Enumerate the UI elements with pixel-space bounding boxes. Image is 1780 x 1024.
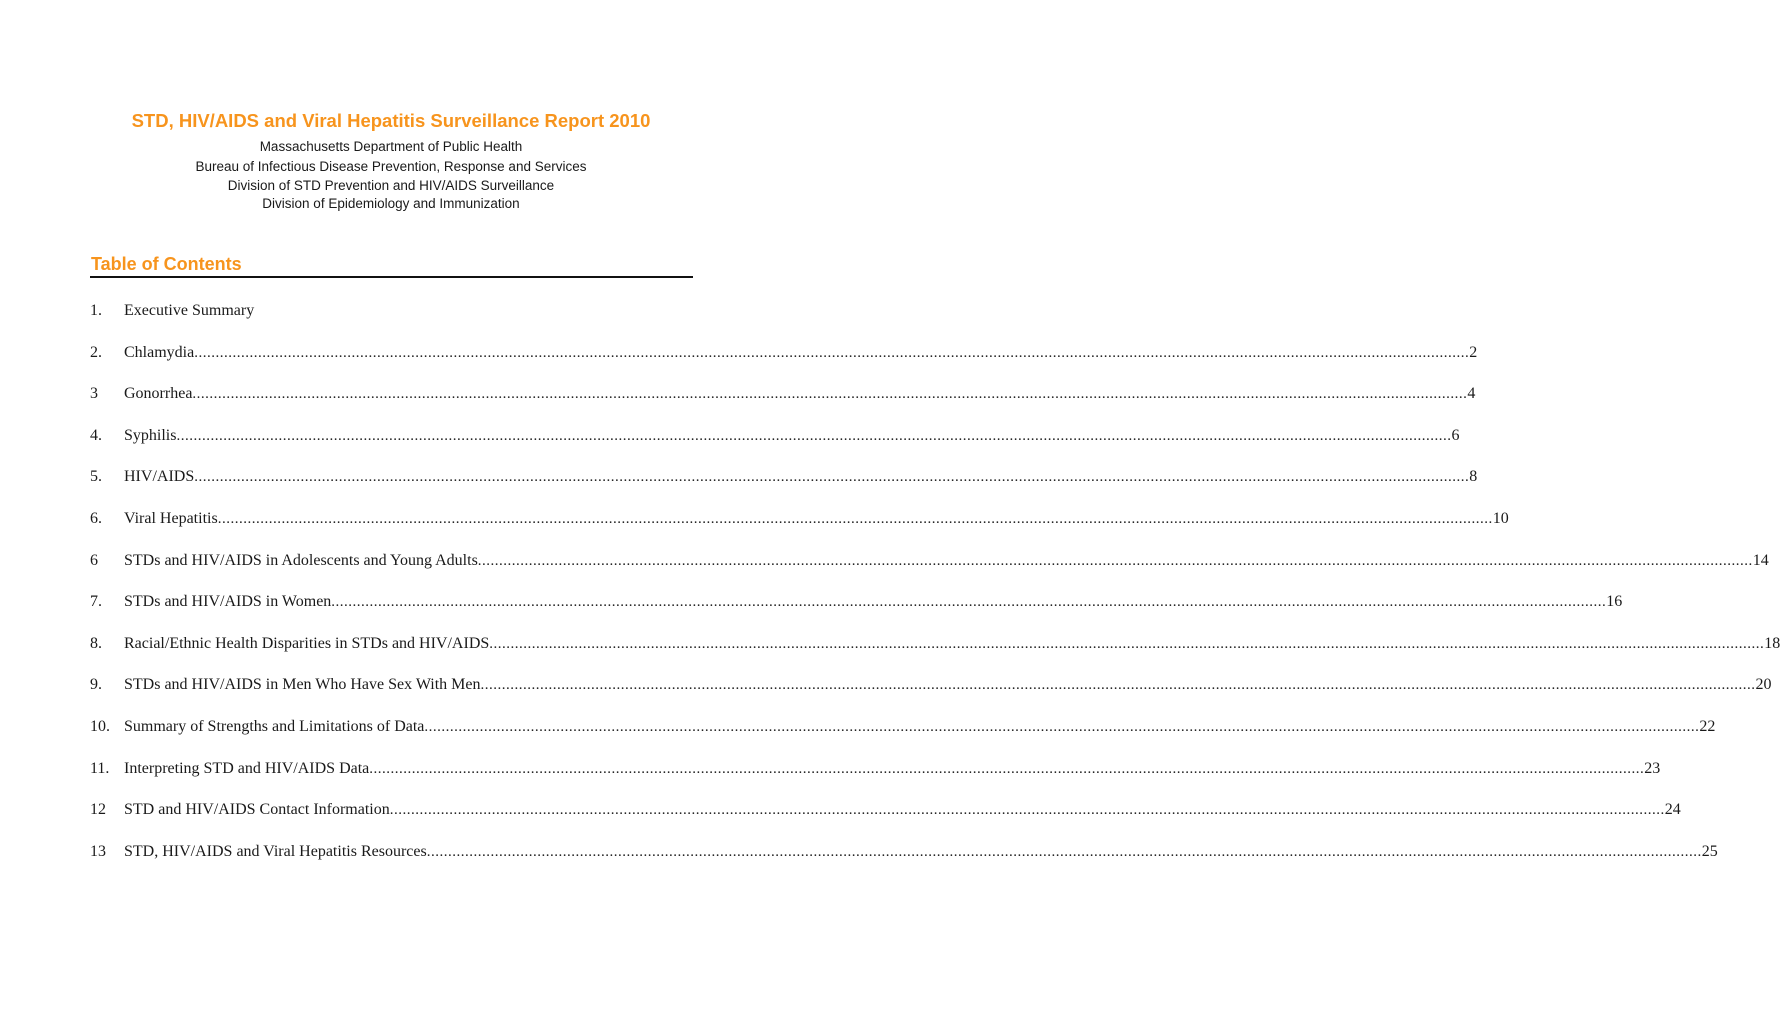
toc-entry[interactable] bbox=[90, 676, 1772, 698]
toc-entry-title: Summary of Strengths and Limitations of Data bbox=[124, 718, 425, 735]
toc-entry[interactable] bbox=[90, 468, 1478, 490]
toc-entry-number: 8. bbox=[90, 634, 102, 652]
division-std-line: Division of STD Prevention and HIV/AIDS Surveillance bbox=[227, 178, 555, 193]
toc-entry-title: Gonorrhea bbox=[124, 385, 193, 403]
toc-entry-number: 7. bbox=[90, 593, 102, 611]
toc-entry-title: Viral Hepatitis bbox=[124, 510, 218, 527]
toc-entry-title: STDs and HIV/AIDS in Adolescents and Young Adults bbox=[124, 551, 478, 569]
dot-leader: ............................................................................................................................................................................................................................................................................................................ bbox=[176, 427, 1452, 444]
dot-leader: ............................................................................................................................................................................................................................................................................................................ bbox=[489, 635, 1765, 652]
dot-leader: ............................................................................................................................................................................................................................................................................................................ bbox=[192, 386, 1468, 403]
dot-leader: ............................................................................................................................................................................................................................................................................................................ bbox=[194, 344, 1470, 361]
dot-leader: ............................................................................................................................................................................................................................................................................................................ bbox=[477, 552, 1753, 569]
toc-entry[interactable] bbox=[90, 759, 1661, 782]
toc-entry-number: 12 bbox=[90, 801, 106, 819]
toc-entry-number: 5. bbox=[90, 468, 102, 486]
toc-entry[interactable] bbox=[90, 801, 1681, 823]
toc-entry[interactable] bbox=[90, 302, 686, 324]
toc-entry-page: 4 bbox=[1467, 385, 1476, 403]
dot-leader: ............................................................................................................................................................................................................................................................................................................ bbox=[217, 511, 1493, 527]
toc-entry-title: Racial/Ethnic Health Disparities in STDs and HIV/AIDS bbox=[124, 634, 490, 652]
toc-entry-title: Executive Summary bbox=[124, 302, 255, 319]
dot-leader: ............................................................................................................................................................................................................................................................................................................ bbox=[480, 677, 1756, 694]
dot-leader: ............................................................................................................................................................................................................................................................................................................ bbox=[369, 760, 1645, 777]
toc-entry[interactable] bbox=[90, 510, 1509, 532]
toc-entry-page: 6 bbox=[1451, 426, 1460, 444]
dot-leader: ............................................................................................................................................................................................................................................................................................................ bbox=[331, 594, 1607, 611]
toc-entry-title: Chlamydia bbox=[124, 343, 195, 361]
toc-entry[interactable] bbox=[90, 426, 1460, 449]
toc-entry-page: 10 bbox=[1492, 510, 1509, 527]
division-epi-line: Division of Epidemiology and Immunization bbox=[262, 196, 520, 211]
report-header bbox=[0, 110, 782, 213]
toc-entry[interactable] bbox=[90, 551, 1769, 574]
report-title: STD, HIV/AIDS and Viral Hepatitis Surveillance Report 2010 bbox=[131, 110, 651, 131]
toc-entry-page: 24 bbox=[1664, 801, 1681, 819]
toc-heading: Table of Contents bbox=[91, 254, 242, 274]
toc-entry[interactable] bbox=[90, 718, 1716, 740]
toc-entry-title: STDs and HIV/AIDS in Women bbox=[124, 593, 332, 611]
toc-entry-title: STD and HIV/AIDS Contact Information bbox=[124, 801, 390, 819]
toc-entry-number: 11. bbox=[90, 759, 110, 777]
toc-entry-number: 13 bbox=[90, 842, 106, 860]
toc-entry-page: 14 bbox=[1752, 551, 1769, 569]
toc-entry[interactable] bbox=[90, 842, 1718, 865]
toc-entry-number: 6 bbox=[90, 551, 98, 569]
toc-divider bbox=[90, 276, 693, 278]
toc-entry-number: 1. bbox=[90, 302, 102, 319]
toc-entry-page: 20 bbox=[1755, 676, 1772, 694]
toc-entry-number: 6. bbox=[90, 510, 102, 527]
dot-leader: ............................................................................................................................................................................................................................................................................................................ bbox=[194, 469, 1470, 486]
toc-entry-page: 8 bbox=[1469, 468, 1478, 486]
toc-entry-title: STDs and HIV/AIDS in Men Who Have Sex With Men bbox=[124, 676, 481, 694]
toc-entry-page: 22 bbox=[1699, 718, 1716, 735]
toc-entry-number: 2. bbox=[90, 343, 102, 361]
toc-entry-title: Interpreting STD and HIV/AIDS Data bbox=[124, 759, 370, 777]
toc-entry-number: 3 bbox=[90, 385, 98, 403]
toc-entry-number: 9. bbox=[90, 676, 102, 694]
toc-entry-page: 16 bbox=[1606, 593, 1623, 611]
toc-entry-page: 18 bbox=[1764, 634, 1780, 652]
toc-entry-number: 4. bbox=[90, 426, 102, 444]
toc-entry-title: STD, HIV/AIDS and Viral Hepatitis Resources bbox=[124, 842, 427, 860]
toc-entry[interactable] bbox=[90, 343, 1478, 366]
toc-entry-title: HIV/AIDS bbox=[124, 468, 195, 486]
bureau-line: Bureau of Infectious Disease Prevention, Response and Services bbox=[195, 159, 587, 174]
toc-entry-page: 25 bbox=[1701, 842, 1718, 860]
dot-leader: ............................................................................................................................................................................................................................................................................................................ bbox=[424, 719, 1700, 735]
toc-entry[interactable] bbox=[90, 634, 1780, 657]
dot-leader: ............................................................................................................................................................................................................................................................................................................ bbox=[389, 802, 1665, 819]
toc-entry-page: 23 bbox=[1644, 759, 1661, 777]
toc-entry-page: 2 bbox=[1469, 343, 1478, 361]
dot-leader: ............................................................................................................................................................................................................................................................................................................ bbox=[426, 843, 1702, 860]
toc-entry-number: 10. bbox=[90, 718, 110, 735]
toc-entry[interactable] bbox=[90, 593, 1623, 615]
toc-entry[interactable] bbox=[90, 385, 1476, 407]
department-line: Massachusetts Department of Public Health bbox=[259, 139, 523, 154]
toc-entry-title: Syphilis bbox=[124, 426, 177, 444]
